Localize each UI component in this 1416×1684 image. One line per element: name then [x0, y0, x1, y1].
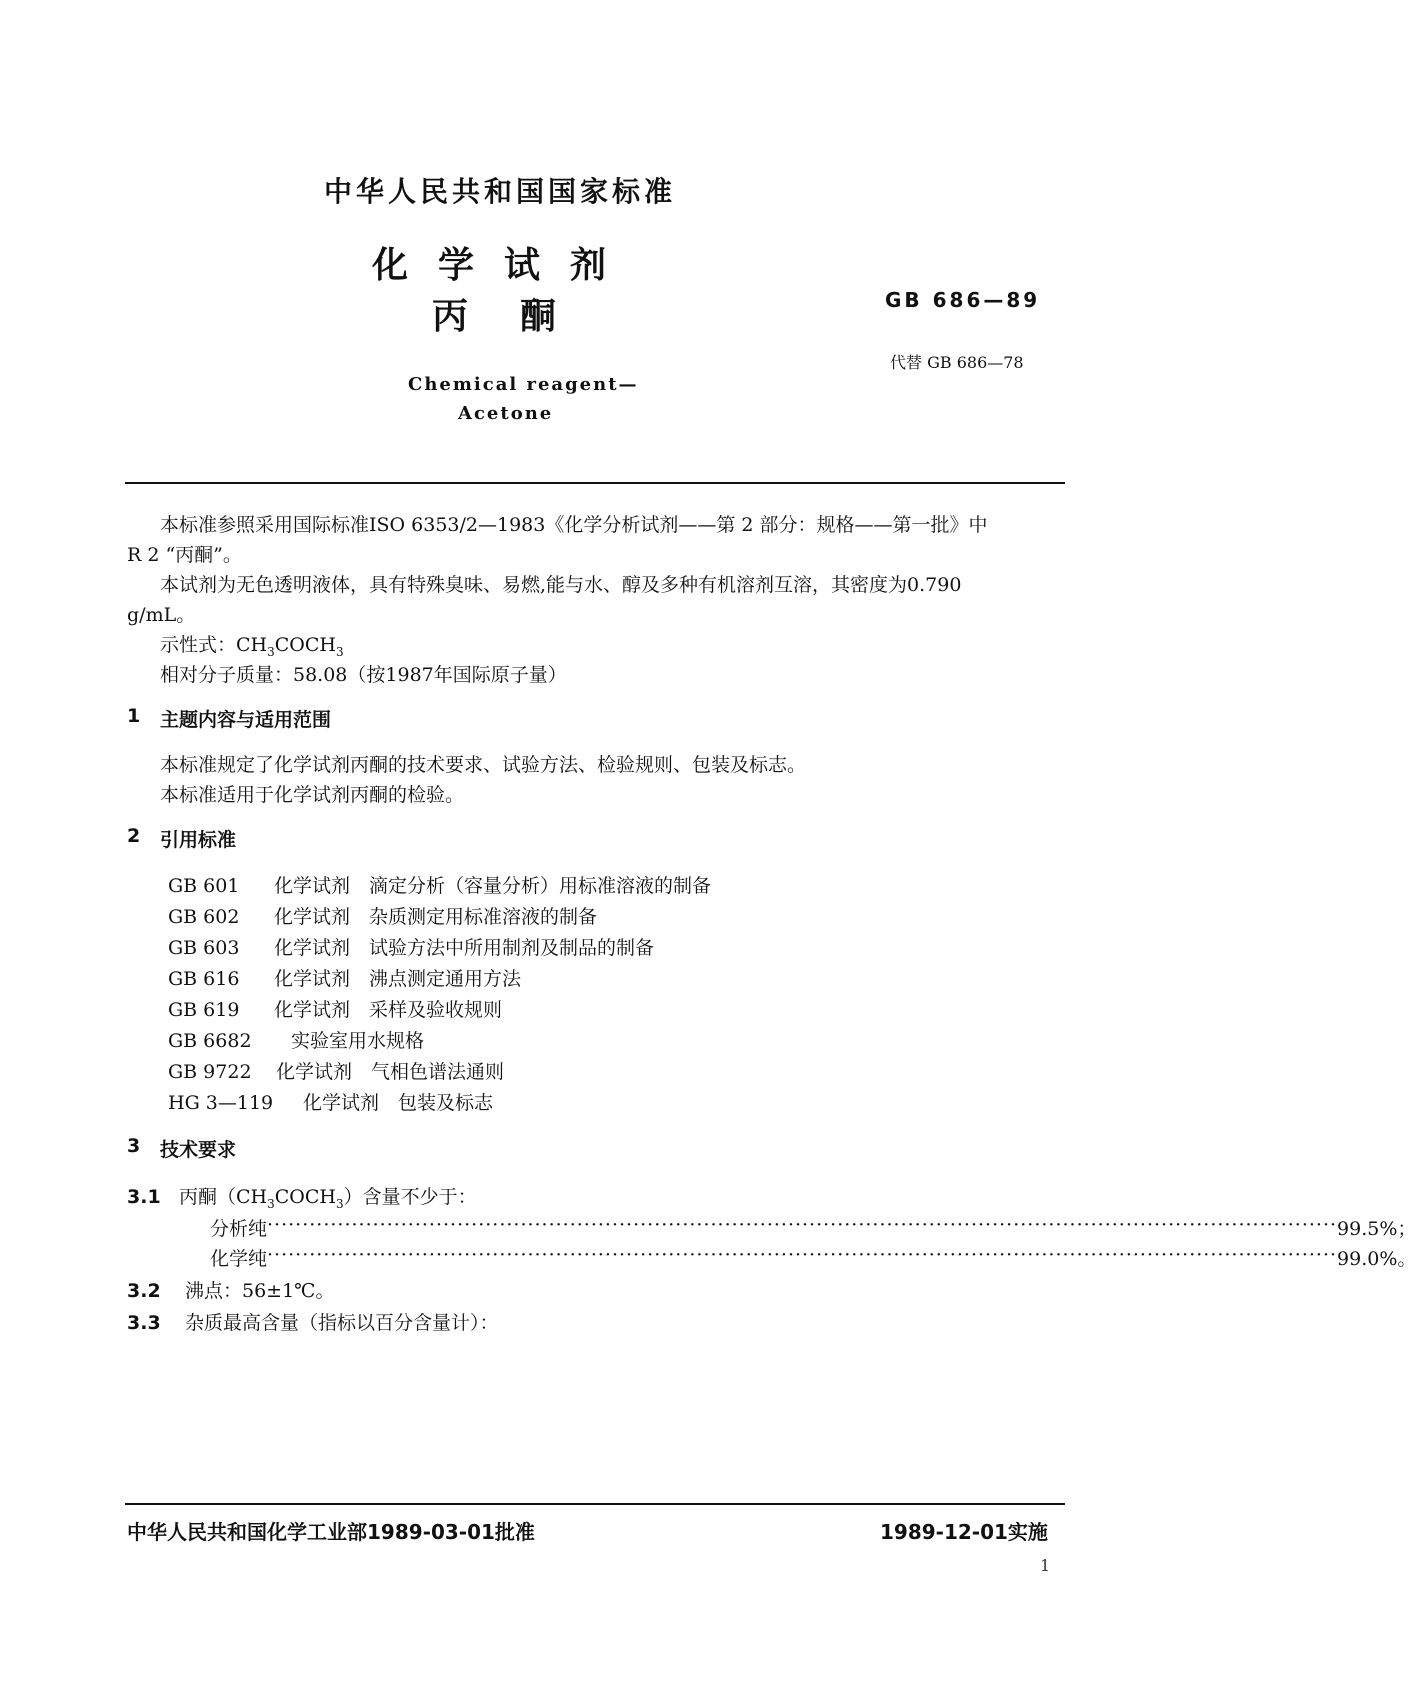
formula-label: 示性式：	[160, 634, 237, 656]
page-number: 1	[1040, 1556, 1051, 1575]
reference-item	[168, 1026, 424, 1053]
reference-code: HG 3—119	[168, 1092, 274, 1114]
clause-number: 3.1	[127, 1186, 161, 1208]
formula-part2: COCH	[274, 634, 336, 656]
clause-3-2	[127, 1276, 334, 1303]
clause-text-a: 丙酮（CH	[179, 1186, 268, 1208]
clause-text: 沸点：56±1℃。	[185, 1280, 335, 1302]
reference-name: 化学试剂	[303, 1092, 380, 1114]
replaces-standard: 代替 GB 686—78	[890, 353, 1024, 372]
reference-code: GB 6682	[168, 1030, 252, 1052]
section2-number: 2	[127, 825, 141, 847]
clause-text: 杂质最高含量（指标以百分含量计）：	[185, 1312, 499, 1334]
reference-desc: 包装及标志	[398, 1092, 494, 1114]
reference-name: 化学试剂	[276, 1061, 353, 1083]
standard-number: GB 686—89	[885, 288, 1041, 312]
section1-title: 主题内容与适用范围	[160, 709, 332, 731]
section3-number: 3	[127, 1135, 141, 1157]
top-divider	[125, 482, 1065, 484]
clause-3-3	[127, 1308, 499, 1335]
reference-desc: 气相色谱法通则	[371, 1061, 505, 1083]
grade-value: 99.5%；	[1337, 1218, 1416, 1240]
clause-3-1	[127, 1182, 477, 1211]
clause-text-b: COCH	[274, 1186, 336, 1208]
reference-desc: 杂质测定用标准溶液的制备	[369, 906, 598, 928]
effective-date: 1989-12-01实施	[880, 1520, 1048, 1544]
formula-sub1: 3	[267, 644, 275, 659]
reference-desc: 试验方法中所用制剂及制品的制备	[369, 937, 655, 959]
reference-code: GB 619	[168, 999, 240, 1021]
reference-desc: 滴定分析（容量分析）用标准溶液的制备	[369, 875, 712, 897]
grade-value: 99.0%。	[1337, 1248, 1416, 1270]
national-standard-heading: 中华人民共和国国家标准	[323, 175, 676, 208]
reference-desc: 实验室用水规格	[291, 1030, 425, 1052]
reference-name: 化学试剂	[274, 875, 351, 897]
section1-paragraph2: 本标准适用于化学试剂丙酮的检验。	[160, 784, 465, 806]
grade-analytical-row	[210, 1214, 1416, 1241]
reference-item	[168, 933, 654, 960]
reference-name: 化学试剂	[274, 968, 351, 990]
reference-name: 化学试剂	[274, 937, 351, 959]
reference-code: GB 601	[168, 875, 240, 897]
intro-line3: 本试剂为无色透明液体，具有特殊臭味、易燃,能与水、醇及多种有机溶剂互溶，其密度为0.790	[160, 574, 962, 596]
grade-label: 分析纯	[210, 1218, 268, 1240]
intro-line1: 本标准参照采用国际标准ISO 6353/2—1983《化学分析试剂——第 2 部分：规格——第一批》中	[160, 514, 988, 536]
reference-item	[168, 1057, 504, 1084]
clause-text-c: ）含量不少于：	[343, 1186, 477, 1208]
section1-number: 1	[127, 705, 141, 727]
clause-sub2: 3	[335, 1196, 344, 1211]
clause-number: 3.3	[127, 1312, 161, 1334]
reference-item	[168, 964, 521, 991]
molar-mass: 相对分子质量：58.08（按1987年国际原子量）	[160, 664, 567, 686]
section2-title: 引用标准	[160, 829, 237, 851]
reference-code: GB 603	[168, 937, 240, 959]
title-chinese-line2: 丙酮	[432, 296, 609, 337]
section1-paragraph1: 本标准规定了化学试剂丙酮的技术要求、试验方法、检验规则、包装及标志。	[160, 754, 807, 776]
reference-item	[168, 871, 711, 898]
intro-line2: R 2 “丙酮”。	[127, 544, 242, 566]
approval-line: 中华人民共和国化学工业部1989-03-01批准	[127, 1520, 535, 1544]
reference-item	[168, 1088, 493, 1115]
reference-name: 化学试剂	[274, 906, 351, 928]
reference-item	[168, 995, 502, 1022]
reference-code: GB 616	[168, 968, 240, 990]
grade-chemical-row	[210, 1244, 1416, 1271]
dot-leader: ························································································································································	[267, 1214, 1338, 1236]
title-english-line1: Chemical reagent—	[408, 374, 639, 395]
formula-line	[160, 630, 344, 659]
reference-code: GB 602	[168, 906, 240, 928]
grade-label: 化学纯	[210, 1248, 268, 1270]
section3-title: 技术要求	[160, 1139, 237, 1161]
dot-leader: ························································································································································	[267, 1244, 1338, 1266]
intro-line4: g/mL。	[127, 604, 196, 626]
formula-part1: CH	[236, 634, 268, 656]
reference-name: 化学试剂	[274, 999, 351, 1021]
reference-desc: 沸点测定通用方法	[369, 968, 522, 990]
formula-sub2: 3	[336, 644, 344, 659]
reference-item	[168, 902, 597, 929]
clause-number: 3.2	[127, 1280, 161, 1302]
title-english-line2: Acetone	[458, 403, 554, 424]
bottom-divider	[125, 1503, 1065, 1505]
clause-sub1: 3	[267, 1196, 275, 1211]
reference-desc: 采样及验收规则	[369, 999, 503, 1021]
title-chinese-line1: 化学试剂	[372, 245, 637, 286]
reference-code: GB 9722	[168, 1061, 252, 1083]
